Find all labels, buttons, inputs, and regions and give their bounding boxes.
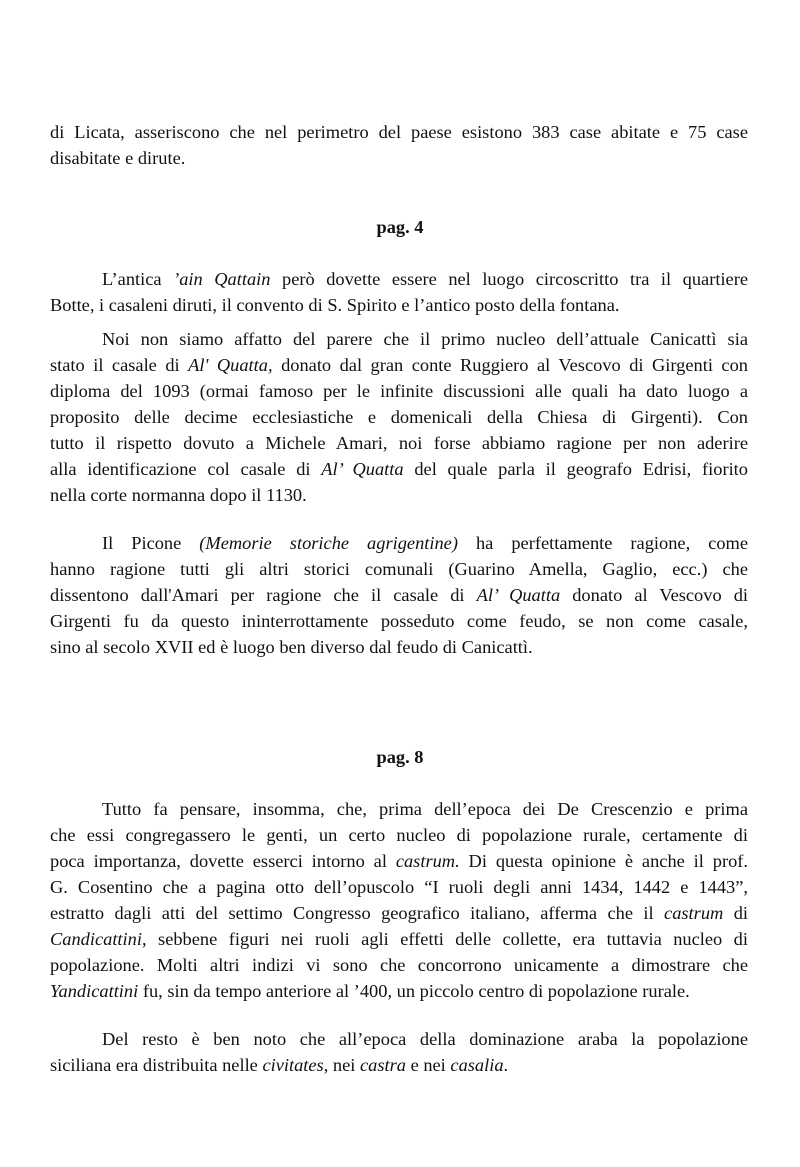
text-line: disabitate e dirute. [50,148,186,168]
text-line: stato il casale di Al' Quatta, donato dal gran conte Ruggiero al Vescovo di Girgenti con [50,355,748,375]
italic-term: castra [359,1055,406,1075]
text-line: proposito delle decime ecclesiastiche e domenicali della Chiesa di Girgenti). Con [50,407,748,427]
italic-term: (Memorie storiche agrigentine) [199,533,458,553]
italic-term: Yandicattini [50,981,139,1001]
section-heading-pag-8: pag. 8 [376,747,424,767]
text-line: estratto dagli atti del settimo Congresso geografico italiano, afferma che il castrum di [50,903,749,923]
text-line: Tutto fa pensare, insomma, che, prima dell’epoca dei De Crescenzio e prima [102,799,748,819]
text-line: hanno ragione tutti gli altri storici comunali (Guarino Amella, Gaglio, ecc.) che [50,559,748,579]
text-line: G. Cosentino che a pagina otto dell’opuscolo “I ruoli degli anni 1434, 1442 e 1443”, [50,877,748,897]
text-line: dissentono dall'Amari per ragione che il casale di Al’ Quatta donato al Vescovo di [50,585,749,605]
text-line: Noi non siamo affatto del parere che il primo nucleo dell’attuale Canicattì sia [102,329,748,349]
text-line: L’antica ’ain Qattain però dovette essere nel luogo circoscritto tra il quartiere [102,269,749,289]
text-line: di Licata, asseriscono che nel perimetro del paese esistono 383 case abitate e 75 case [50,122,748,142]
paragraph [50,266,748,318]
text-line: Yandicattini fu, sin da tempo anteriore al ’400, un piccolo centro di popolazione rurale. [50,981,690,1001]
italic-term: Al' Quatta, [188,355,273,375]
text-line: alla identificazione col casale di Al’ Quatta del quale parla il geografo Edrisi, fiorito [50,459,748,479]
italic-term: Candicattini [50,929,142,949]
italic-term: Al’ Quatta [321,459,404,479]
text-line: sino al secolo XVII ed è luogo ben diverso dal feudo di Canicattì. [50,637,533,657]
text-line: diploma del 1093 (ormai famoso per le infinite discussioni alle quali ha dato luogo a [50,381,748,401]
paragraph [50,326,748,508]
continuation-paragraph [50,119,748,171]
text-line: popolazione. Molti altri indizi vi sono che concorrono unicamente a dimostrare che [50,955,748,975]
text-line: tutto il rispetto dovuto a Michele Amari, noi forse abbiamo ragione per non aderire [50,433,748,453]
paragraph [50,1026,748,1078]
italic-term: castrum. [395,851,460,871]
text-line: Girgenti fu da questo ininterrottamente posseduto come feudo, se non come casale, [50,611,748,631]
text-line: Candicattini, sebbene figuri nei ruoli agli effetti delle collette, era tuttavia nucleo di [50,929,748,949]
paragraph [50,796,748,1004]
text-line: siciliana era distribuita nelle civitates, nei castra e nei casalia. [50,1055,509,1075]
italic-term: civitates [262,1055,324,1075]
text-line: nella corte normanna dopo il 1130. [50,485,307,505]
section-heading-pag-4: pag. 4 [376,217,424,237]
italic-term: castrum [664,903,724,923]
text-line: Botte, i casaleni diruti, il convento di S. Spirito e l’antico posto della fontana. [50,295,620,315]
italic-term: Al’ Quatta [476,585,561,605]
text-line: poca importanza, dovette esserci intorno al castrum. Di questa opinione è anche il prof. [50,851,749,871]
italic-term: casalia [450,1055,504,1075]
paragraph [50,530,748,660]
text-line: Del resto è ben noto che all’epoca della dominazione araba la popolazione [102,1029,748,1049]
italic-term: ’ain Qattain [173,269,271,289]
text-line: Il Picone (Memorie storiche agrigentine) ha perfettamente ragione, come [102,533,749,553]
text-line: che essi congregassero le genti, un certo nucleo di popolazione rurale, certamente di [50,825,748,845]
